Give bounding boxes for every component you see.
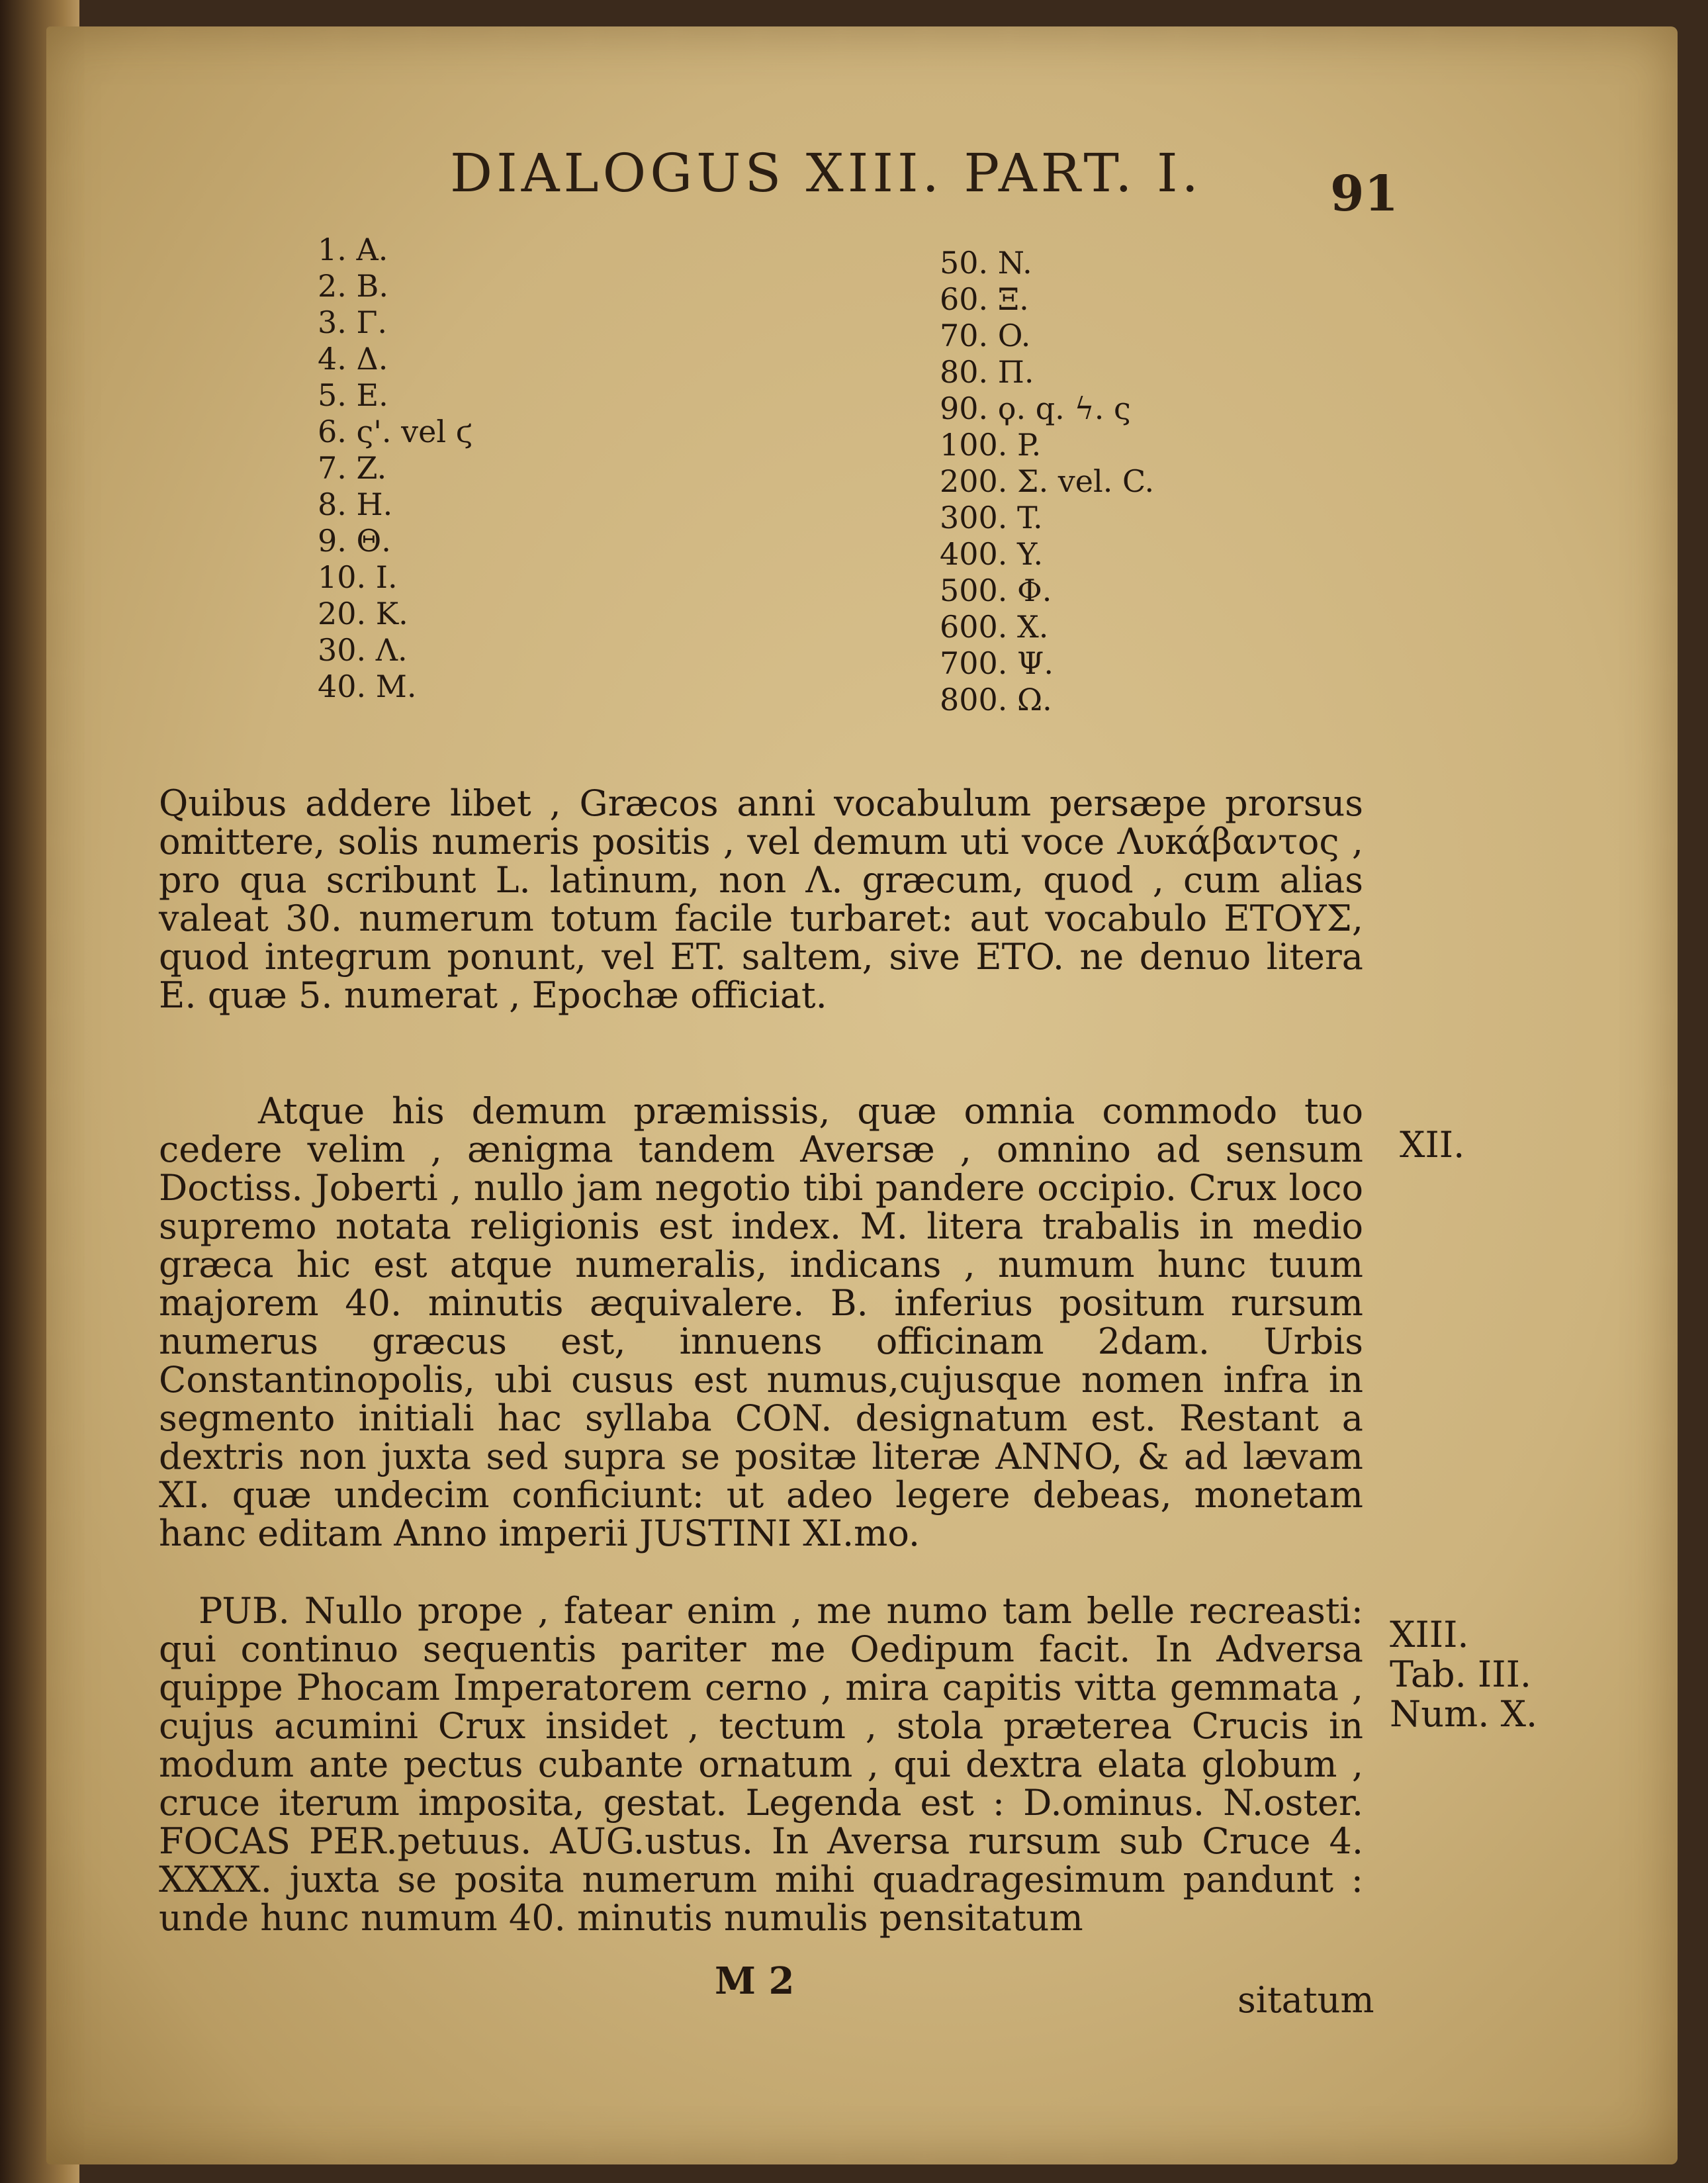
numeral-table-left — [318, 232, 472, 705]
numeral-entry: 1. A. — [318, 232, 388, 267]
margin-note-xii: XII. — [1400, 1124, 1465, 1166]
numeral-entry: 8. H. — [318, 487, 393, 522]
numeral-entry: 100. P. — [940, 427, 1042, 463]
numeral-entry: 6. ς'. vel ϛ — [318, 414, 473, 449]
numeral-table-right — [940, 245, 1154, 718]
numeral-entry: 80. Π. — [940, 354, 1034, 390]
numeral-entry: 2. B. — [318, 268, 388, 304]
page-number: 91 — [1330, 165, 1398, 222]
numeral-entry: 50. N. — [940, 245, 1032, 281]
numeral-entry: 500. Φ. — [940, 573, 1052, 608]
numeral-entry: 5. E. — [318, 377, 388, 413]
numeral-entry: 400. Y. — [940, 536, 1044, 572]
margin-note-xiii: XIII. Tab. III. Num. X. — [1390, 1614, 1538, 1735]
signature-mark: M 2 — [715, 1959, 795, 2003]
numeral-entry: 20. K. — [318, 596, 408, 631]
numeral-entry: 600. X. — [940, 609, 1049, 645]
numeral-entry: 3. Γ. — [318, 304, 388, 340]
numeral-entry: 70. O. — [940, 318, 1031, 353]
numeral-entry: 90. ϙ. q. ϟ. ς — [940, 391, 1131, 426]
numeral-entry: 7. Z. — [318, 450, 387, 486]
numeral-entry: 4. Δ. — [318, 341, 388, 377]
numeral-entry: 60. Ξ. — [940, 281, 1029, 317]
paragraph-greek-year: Quibus addere libet , Græcos anni vocabulum persæpe prorsus omittere, solis numeris positis , vel demum uti voce Λυκάβαντος , pro qua scribunt L. latinum, non Λ. græcum, quod , cum alias valeat 30. numerum totum facile turbaret: aut vocabulo ETOYΣ, quod integrum ponunt, vel ET. saltem, sive ETO. ne denuo litera E. quæ 5. numerat , Epochæ officiat. — [159, 782, 1363, 1016]
numeral-entry: 40. M. — [318, 669, 417, 704]
catchword: sitatum — [1237, 1979, 1374, 2021]
paragraph-reverse-enigma: Atque his demum præmissis, quæ omnia commodo tuo cedere velim , ænigma tandem Aversæ , omnino ad sensum Doctiss. Joberti , nullo jam negotio tibi pandere occipio. Crux loco supremo notata religionis est index. M. litera trabalis in medio græca hic est atque numeralis, indicans , numum hunc tuum majorem 40. minutis æquivalere. B. inferius positum rursum numerus græcus est, innuens officinam 2dam. Urbis Constantinopolis, ubi cusus est numus,cujusque nomen infra in segmento initiali hac syllaba CON. designatum est. Restant a dextris non juxta sed supra se positæ literæ ANNO, & ad lævam XI. quæ undecim conficiunt: ut adeo legere debeas, monetam hanc editam Anno imperii JUSTINI XI.mo. — [159, 1090, 1363, 1554]
numeral-entry: 300. T. — [940, 500, 1043, 535]
numeral-entry: 30. Λ. — [318, 632, 408, 668]
numeral-entry: 9. Θ. — [318, 523, 391, 559]
numeral-entry: 700. Ψ. — [940, 645, 1054, 681]
running-head: DIALOGUS XIII. PART. I. — [450, 142, 1202, 204]
numeral-entry: 800. Ω. — [940, 682, 1052, 718]
numeral-entry: 10. I. — [318, 559, 398, 595]
paragraph-phocas-coin: PUB. Nullo prope , fatear enim , me numo tam belle recreasti: qui continuo sequentis pariter me Oedipum facit. In Adversa quippe Phocam Imperatorem cerno , mira capitis vitta gemmata , cujus acumini Crux insidet , tectum , stola præterea Crucis in modum ante pectus cubante ornatum , qui dextra elata globum , cruce iterum imposita, gestat. Legenda est : D.ominus. N.oster. FOCAS PER.petuus. AUG.ustus. In Aversa rursum sub Cruce 4. XXXX. juxta se posita numerum mihi quadragesimum pandunt : unde hunc numum 40. minutis numulis pensitatum — [159, 1590, 1363, 1939]
numeral-entry: 200. Σ. vel. C. — [940, 463, 1155, 499]
